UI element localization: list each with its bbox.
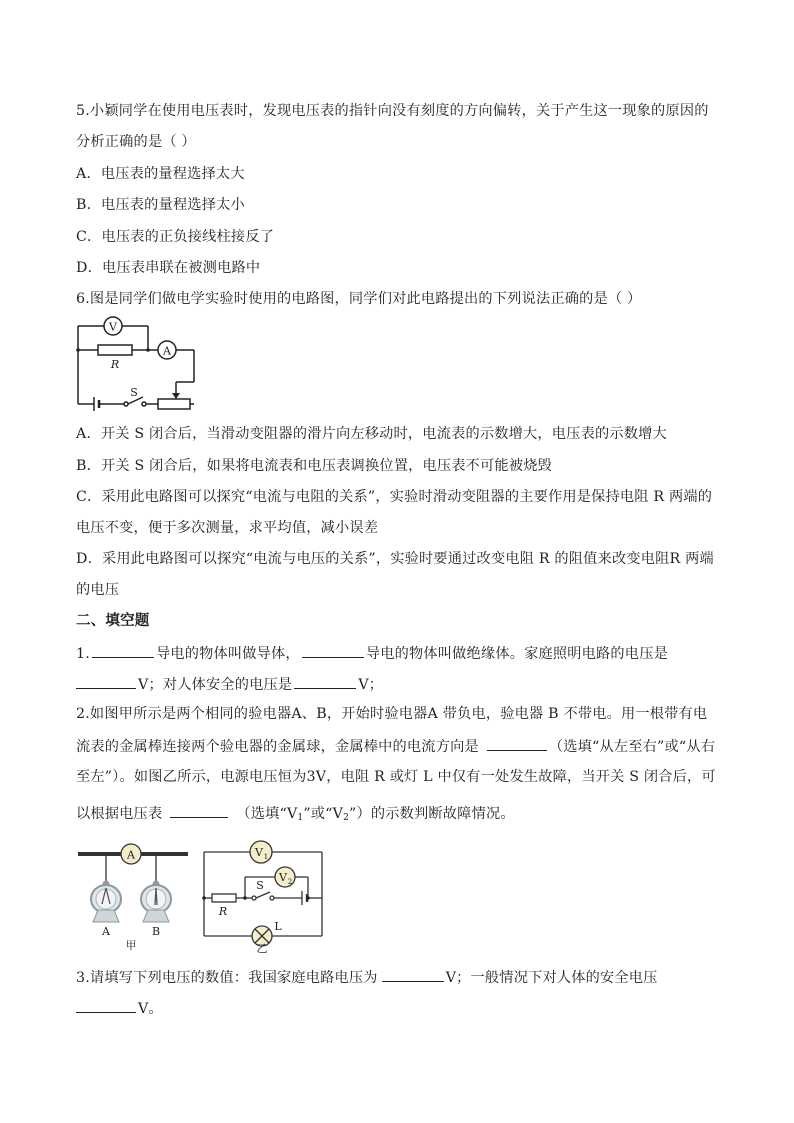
- yi-resistor-symbol: [212, 894, 236, 902]
- f1-text-e: V；: [358, 677, 384, 693]
- q6-option-c-line2: 电压不变，便于多次测量，求平均值，减小误差: [76, 520, 379, 536]
- q5-option-d: D．电压表串联在被测电路中: [76, 260, 261, 276]
- figure-jia-electroscopes: [76, 842, 192, 954]
- q6-circuit-diagram: [70, 312, 205, 414]
- q5-option-c: C．电压表的正负接线柱接反了: [76, 229, 275, 245]
- blank-1[interactable]: [92, 642, 154, 658]
- yi-resistor-label: R: [218, 905, 228, 918]
- v1-subscript: 1: [297, 813, 304, 823]
- f3-text-b: V；一般情况下对人体的安全电压: [445, 970, 658, 986]
- v2-subscript: 2: [343, 813, 350, 823]
- electroscope-b-icon: [141, 856, 171, 922]
- jia-label-b: B: [151, 925, 161, 938]
- jia-ammeter-label: A: [127, 848, 135, 862]
- electroscope-a-icon: [91, 856, 121, 922]
- blank-3[interactable]: [76, 673, 136, 689]
- f1-text-c: 导电的物体叫做绝缘体。家庭照明电路的电压是: [365, 646, 668, 662]
- switch-label: S: [130, 386, 138, 399]
- q6-stem: 6.图是同学们做电学实验时使用的电路图，同学们对此电路提出的下列说法正确的是（ ）: [76, 291, 642, 307]
- ammeter-label: A: [163, 344, 171, 358]
- f2-line4: [76, 802, 515, 828]
- q5-stem-line1: 5.小颖同学在使用电压表时，发现电压表的指针向没有刻度的方向偏转，关于产生这一现象的原因的: [76, 103, 709, 119]
- figure-yi-circuit: [198, 840, 328, 956]
- f1-text-a: 1.: [76, 646, 90, 662]
- f2-line3: 至左”）。如图乙所示，电源电压恒为3V，电阻 R 或灯 L 中仅有一处发生故障，当开关 S 闭合后，可: [76, 769, 716, 785]
- f2-text-a: 流表的金属棒连接两个验电器的金属球，金属棒中的电流方向是: [76, 739, 479, 755]
- yi-lamp-label: L: [274, 920, 282, 933]
- q6-option-d-line1: D．采用此电路图可以探究“电流与电压的关系”，实验时要通过改变电阻 R 的阻值来改变电阻R 两端: [76, 551, 714, 567]
- yi-v2-label: V: [279, 871, 287, 884]
- jia-label-a: A: [102, 925, 110, 938]
- f2-text-e: ”或“V: [303, 806, 344, 822]
- section-title: 二、填空题: [76, 613, 150, 629]
- q6-option-c-line1: C．采用此电路图可以探究“电流与电阻的关系”，实验时滑动变阻器的主要作用是保持电阻 R 两端的: [76, 489, 713, 505]
- resistor-symbol: [98, 345, 132, 355]
- f2-text-c: 以根据电压表: [76, 806, 163, 822]
- blank-5[interactable]: [487, 735, 547, 751]
- blank-4[interactable]: [294, 673, 356, 689]
- f1-line1: [76, 642, 668, 664]
- f3-line2: [76, 997, 163, 1019]
- blank-7[interactable]: [382, 966, 444, 982]
- yi-v1-sub: 1: [263, 853, 269, 861]
- q6-option-b: B．开关 S 闭合后，如果将电流表和电压表调换位置，电压表不可能被烧毁: [76, 458, 552, 474]
- f2-line2: [76, 735, 715, 757]
- yi-v2-sub: 2: [287, 878, 293, 886]
- f1-text-d: V；对人体安全的电压是: [138, 677, 293, 693]
- blank-6[interactable]: [170, 802, 228, 818]
- jia-caption: 甲: [125, 939, 137, 952]
- q6-option-d-line2: 的电压: [76, 582, 120, 598]
- resistor-label: R: [110, 358, 120, 371]
- voltmeter-label: V: [109, 320, 117, 334]
- yi-v1-label: V: [255, 846, 263, 859]
- q6-option-a: A．开关 S 闭合后，当滑动变阻器的滑片向左移动时，电流表的示数增大，电压表的示数增大: [76, 426, 667, 442]
- yi-switch-label: S: [256, 879, 264, 892]
- yi-caption: 乙: [256, 942, 268, 955]
- f1-line2: [76, 673, 383, 695]
- blank-8[interactable]: [76, 997, 136, 1013]
- q5-option-b: B．电压表的量程选择太小: [76, 197, 245, 213]
- f1-text-b: 导电的物体叫做导体，: [155, 646, 300, 662]
- f3-text-a: 3.请填写下列电压的数值：我国家庭电路电压为: [76, 970, 378, 986]
- f2-text-b: （选填“从左至右”或“从右: [548, 739, 716, 755]
- blank-2[interactable]: [302, 642, 364, 658]
- f2-line1: 2.如图甲所示是两个相同的验电器A、B，开始时验电器A 带负电，验电器 B 不带电。用一根带有电: [76, 706, 708, 722]
- q5-option-a: A．电压表的量程选择太大: [76, 166, 245, 182]
- f2-text-f: ”）的示数判断故障情况。: [349, 806, 515, 822]
- f2-text-d: （选填“V: [236, 806, 298, 822]
- rheostat-symbol: [158, 399, 190, 409]
- q5-stem-line2: 分析正确的是（ ）: [76, 134, 196, 150]
- f3-text-c: V。: [138, 1001, 163, 1017]
- f3-line1: [76, 966, 658, 988]
